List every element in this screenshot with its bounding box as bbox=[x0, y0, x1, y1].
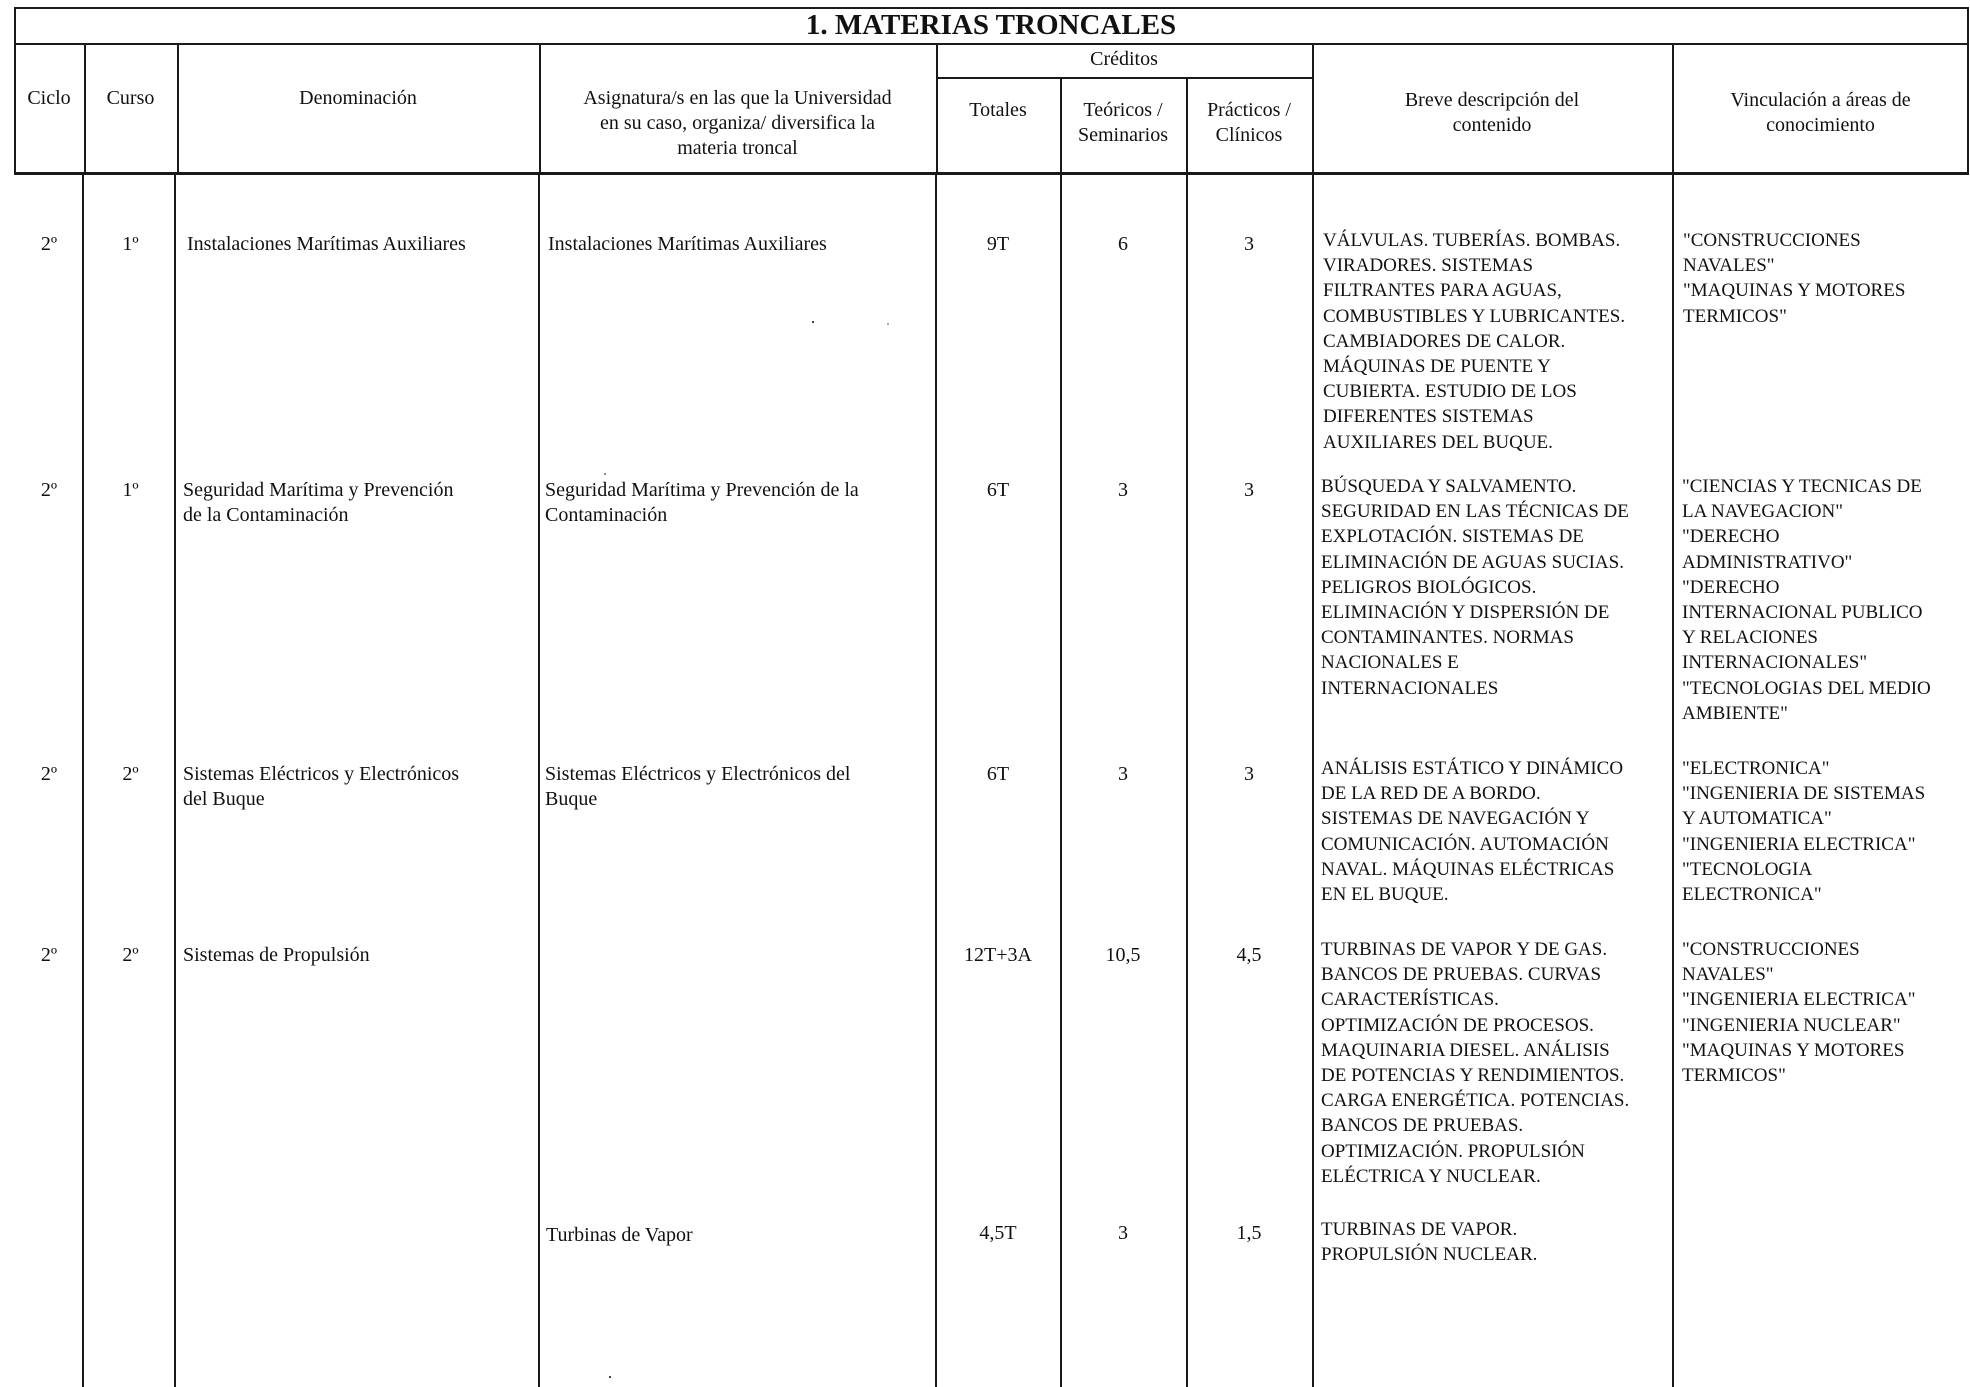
header-teoricos-line-1: Teóricos / bbox=[1083, 99, 1163, 121]
row-1-vinculacion-line-4: TERMICOS" bbox=[1683, 305, 1787, 327]
row-2-denominacion bbox=[183, 478, 454, 528]
header-vinculacion-line-2: conocimiento bbox=[1766, 114, 1875, 136]
row-2-descripcion-line-2: SEGURIDAD EN LAS TÉCNICAS DE bbox=[1321, 501, 1629, 523]
row-3-curso: 2º bbox=[122, 763, 139, 785]
row-2-vinculacion-line-7: Y RELACIONES bbox=[1682, 627, 1818, 649]
row-2-descripcion-line-9: INTERNACIONALES bbox=[1321, 677, 1499, 699]
row-2-descripcion-line-1: BÚSQUEDA Y SALVAMENTO. bbox=[1321, 476, 1577, 497]
header-asignatura bbox=[539, 86, 936, 161]
row-4-vinculacion-line-3: "INGENIERIA ELECTRICA" bbox=[1682, 989, 1916, 1011]
row-2-descripcion-line-6: ELIMINACIÓN Y DISPERSIÓN DE bbox=[1321, 602, 1610, 624]
header-ciclo: Ciclo bbox=[27, 87, 71, 109]
row-1-totales: 9T bbox=[986, 233, 1010, 255]
header-bottom-rule bbox=[14, 172, 1969, 175]
page-title: 1. MATERIAS TRONCALES bbox=[805, 9, 1177, 41]
row-2-totales: 6T bbox=[986, 479, 1010, 501]
row-3-descripcion-line-2: DE LA RED DE A BORDO. bbox=[1321, 783, 1541, 805]
row-4-ciclo: 2º bbox=[40, 944, 58, 966]
row-2-descripcion-line-4: ELIMINACIÓN DE AGUAS SUCIAS. bbox=[1321, 551, 1624, 573]
row-4-descripcion-line-1: TURBINAS DE VAPOR Y DE GAS. bbox=[1321, 939, 1608, 960]
row-3-teoricos: 3 bbox=[1118, 763, 1128, 785]
row-2-vinculacion-line-6: INTERNACIONAL PUBLICO bbox=[1682, 602, 1923, 624]
row-3-denominacion-line-1: Sistemas Eléctricos y Electrónicos bbox=[183, 763, 460, 785]
row-3-ciclo: 2º bbox=[40, 763, 58, 785]
row-2-curso: 1º bbox=[122, 479, 139, 501]
header-descripcion-line-1: Breve descripción del bbox=[1404, 89, 1580, 111]
row-3-denominacion bbox=[183, 762, 459, 812]
creditos-subheader-rule bbox=[936, 77, 1314, 79]
header-practicos-line-2: Clínicos bbox=[1215, 124, 1283, 146]
row-3-descripcion bbox=[1321, 756, 1623, 907]
row-2-vinculacion-line-9: "TECNOLOGIAS DEL MEDIO bbox=[1682, 677, 1931, 699]
row-3-asignatura-line-2: Buque bbox=[545, 788, 598, 810]
row-2-vinculacion-line-8: INTERNACIONALES" bbox=[1682, 652, 1868, 674]
row-4-descripcion bbox=[1321, 937, 1629, 1189]
row-1-descripcion-line-9: AUXILIARES DEL BUQUE. bbox=[1323, 431, 1553, 453]
row-4-vinculacion-line-4: "INGENIERIA NUCLEAR" bbox=[1682, 1014, 1901, 1036]
header-curso: Curso bbox=[106, 87, 155, 109]
row-5-asignatura bbox=[546, 1223, 693, 1248]
row-2-descripcion-line-8: NACIONALES E bbox=[1321, 652, 1459, 674]
row-4-descripcion-line-7: CARGA ENERGÉTICA. POTENCIAS. bbox=[1321, 1090, 1630, 1112]
row-1-teoricos: 6 bbox=[1118, 233, 1128, 255]
row-4-teoricos: 10,5 bbox=[1105, 944, 1141, 966]
row-5-asignatura-line-1: Turbinas de Vapor bbox=[546, 1224, 693, 1246]
row-2-descripcion-line-7: CONTAMINANTES. NORMAS bbox=[1321, 627, 1574, 649]
row-4-curso: 2º bbox=[122, 944, 139, 966]
row-5-descripcion-line-2: PROPULSIÓN NUCLEAR. bbox=[1321, 1244, 1538, 1266]
row-2-descripcion bbox=[1321, 474, 1629, 701]
row-2-ciclo: 2º bbox=[40, 479, 58, 501]
row-2-vinculacion-line-2: LA NAVEGACION" bbox=[1682, 501, 1843, 523]
row-1-descripcion-line-5: CAMBIADORES DE CALOR. bbox=[1323, 330, 1566, 352]
row-2-vinculacion-line-5: "DERECHO bbox=[1682, 576, 1780, 598]
row-3-vinculacion-line-2: "INGENIERIA DE SISTEMAS bbox=[1682, 783, 1926, 805]
header-totales: Totales bbox=[969, 99, 1027, 121]
row-1-vinculacion-line-3: "MAQUINAS Y MOTORES bbox=[1683, 280, 1906, 302]
header-teoricos-line-2: Seminarios bbox=[1078, 124, 1168, 146]
row-4-practicos: 4,5 bbox=[1236, 944, 1262, 966]
row-2-asignatura bbox=[545, 478, 859, 528]
row-4-descripcion-line-6: DE POTENCIAS Y RENDIMIENTOS. bbox=[1321, 1065, 1625, 1087]
row-4-vinculacion bbox=[1682, 937, 1915, 1088]
row-2-teoricos: 3 bbox=[1118, 479, 1128, 501]
row-1-practicos: 3 bbox=[1244, 233, 1254, 255]
header-asignatura-line-2: en su caso, organiza/ diversifica la bbox=[599, 112, 876, 134]
row-1-asignatura bbox=[548, 232, 827, 257]
row-2-vinculacion-line-1: "CIENCIAS Y TECNICAS DE bbox=[1682, 476, 1922, 497]
row-4-vinculacion-line-6: TERMICOS" bbox=[1682, 1065, 1786, 1087]
scan-speck bbox=[604, 473, 606, 475]
row-2-descripcion-line-5: PELIGROS BIOLÓGICOS. bbox=[1321, 576, 1537, 598]
header-descripcion-line-2: contenido bbox=[1452, 114, 1532, 136]
row-3-practicos: 3 bbox=[1244, 763, 1254, 785]
row-2-denominacion-line-1: Seguridad Marítima y Prevención bbox=[183, 479, 454, 501]
row-1-descripcion-line-6: MÁQUINAS DE PUENTE Y bbox=[1323, 356, 1551, 378]
header-teoricos bbox=[1060, 98, 1186, 148]
header-denominacion: Denominación bbox=[299, 87, 417, 109]
row-5-descripcion-line-1: TURBINAS DE VAPOR. bbox=[1321, 1219, 1518, 1240]
row-4-descripcion-line-3: CARACTERÍSTICAS. bbox=[1321, 989, 1499, 1011]
row-3-asignatura bbox=[545, 762, 850, 812]
row-4-descripcion-line-8: BANCOS DE PRUEBAS. bbox=[1321, 1115, 1524, 1137]
header-practicos-line-1: Prácticos / bbox=[1207, 99, 1291, 121]
row-3-vinculacion-line-1: "ELECTRONICA" bbox=[1682, 758, 1830, 779]
row-1-denominacion bbox=[187, 232, 466, 257]
row-2-vinculacion bbox=[1682, 474, 1931, 726]
row-5-descripcion bbox=[1321, 1217, 1537, 1267]
row-1-descripcion-line-4: COMBUSTIBLES Y LUBRICANTES. bbox=[1323, 305, 1626, 327]
row-4-descripcion-line-10: ELÉCTRICA Y NUCLEAR. bbox=[1321, 1165, 1541, 1187]
scan-speck bbox=[887, 323, 889, 325]
row-3-totales: 6T bbox=[986, 763, 1010, 785]
row-1-descripcion-line-1: VÁLVULAS. TUBERÍAS. BOMBAS. bbox=[1323, 230, 1621, 251]
row-1-curso: 1º bbox=[122, 233, 139, 255]
row-3-descripcion-line-3: SISTEMAS DE NAVEGACIÓN Y bbox=[1321, 808, 1590, 830]
row-4-descripcion-line-2: BANCOS DE PRUEBAS. CURVAS bbox=[1321, 964, 1602, 986]
row-3-denominacion-line-2: del Buque bbox=[183, 788, 265, 810]
row-1-ciclo: 2º bbox=[40, 233, 58, 255]
header-descripcion bbox=[1312, 88, 1672, 138]
row-2-practicos: 3 bbox=[1244, 479, 1254, 501]
row-3-descripcion-line-5: NAVAL. MÁQUINAS ELÉCTRICAS bbox=[1321, 858, 1615, 880]
header-asignatura-line-1: Asignatura/s en las que la Universidad bbox=[583, 87, 892, 109]
row-4-descripcion-line-9: OPTIMIZACIÓN. PROPULSIÓN bbox=[1321, 1140, 1585, 1162]
row-1-descripcion-line-7: CUBIERTA. ESTUDIO DE LOS bbox=[1323, 381, 1577, 403]
row-4-totales: 12T+3A bbox=[964, 944, 1032, 966]
row-4-vinculacion-line-1: "CONSTRUCCIONES bbox=[1682, 939, 1860, 960]
row-3-descripcion-line-4: COMUNICACIÓN. AUTOMACIÓN bbox=[1321, 833, 1609, 855]
row-4-descripcion-line-4: OPTIMIZACIÓN DE PROCESOS. bbox=[1321, 1014, 1594, 1036]
row-2-vinculacion-line-10: AMBIENTE" bbox=[1682, 702, 1788, 724]
row-1-descripcion-line-8: DIFERENTES SISTEMAS bbox=[1323, 406, 1534, 428]
scan-speck bbox=[812, 321, 814, 323]
row-5-teoricos: 3 bbox=[1118, 1222, 1128, 1244]
scan-speck bbox=[609, 1376, 611, 1378]
row-3-vinculacion-line-3: Y AUTOMATICA" bbox=[1682, 808, 1832, 830]
row-4-vinculacion-line-5: "MAQUINAS Y MOTORES bbox=[1682, 1039, 1905, 1061]
row-3-vinculacion-line-5: "TECNOLOGIA bbox=[1682, 858, 1813, 880]
row-4-vinculacion-line-2: NAVALES" bbox=[1682, 964, 1774, 986]
row-4-denominacion bbox=[183, 943, 370, 968]
body-line-practicos bbox=[1312, 175, 1314, 1387]
row-3-vinculacion-line-6: ELECTRONICA" bbox=[1682, 884, 1822, 906]
row-1-descripcion-line-3: FILTRANTES PARA AGUAS, bbox=[1323, 280, 1562, 302]
row-1-vinculacion-line-1: "CONSTRUCCIONES bbox=[1683, 230, 1861, 251]
row-2-asignatura-line-1: Seguridad Marítima y Prevención de la bbox=[545, 479, 859, 501]
row-5-practicos: 1,5 bbox=[1236, 1222, 1262, 1244]
row-5-totales: 4,5T bbox=[979, 1222, 1017, 1244]
body-line-descripcion bbox=[1672, 175, 1674, 1387]
row-3-vinculacion-line-4: "INGENIERIA ELECTRICA" bbox=[1682, 833, 1916, 855]
row-2-vinculacion-line-3: "DERECHO bbox=[1682, 526, 1780, 548]
row-3-asignatura-line-1: Sistemas Eléctricos y Electrónicos del bbox=[545, 763, 851, 785]
row-4-denominacion-line-1: Sistemas de Propulsión bbox=[183, 944, 370, 966]
header-creditos: Créditos bbox=[1090, 48, 1158, 70]
row-1-denominacion-line-1: Instalaciones Marítimas Auxiliares bbox=[187, 233, 466, 255]
row-1-vinculacion-line-2: NAVALES" bbox=[1683, 255, 1775, 277]
row-3-descripcion-line-6: EN EL BUQUE. bbox=[1321, 884, 1449, 906]
row-2-denominacion-line-2: de la Contaminación bbox=[183, 504, 349, 526]
row-2-asignatura-line-2: Contaminación bbox=[545, 504, 668, 526]
row-2-descripcion-line-3: EXPLOTACIÓN. SISTEMAS DE bbox=[1321, 526, 1584, 548]
header-practicos bbox=[1186, 98, 1312, 148]
row-4-descripcion-line-5: MAQUINARIA DIESEL. ANÁLISIS bbox=[1321, 1039, 1610, 1061]
title-bottom-rule bbox=[14, 43, 1969, 45]
row-1-descripcion bbox=[1323, 228, 1625, 455]
header-vinculacion bbox=[1672, 88, 1969, 138]
row-1-asignatura-line-1: Instalaciones Marítimas Auxiliares bbox=[548, 233, 827, 255]
body-line-denominacion bbox=[538, 175, 540, 1387]
row-1-vinculacion bbox=[1683, 228, 1905, 329]
header-asignatura-line-3: materia troncal bbox=[677, 137, 798, 159]
row-2-vinculacion-line-4: ADMINISTRATIVO" bbox=[1682, 551, 1853, 573]
header-vinculacion-line-1: Vinculación a áreas de bbox=[1730, 89, 1911, 111]
row-1-descripcion-line-2: VIRADORES. SISTEMAS bbox=[1323, 255, 1534, 277]
row-3-vinculacion bbox=[1682, 756, 1925, 907]
row-3-descripcion-line-1: ANÁLISIS ESTÁTICO Y DINÁMICO bbox=[1321, 758, 1624, 779]
